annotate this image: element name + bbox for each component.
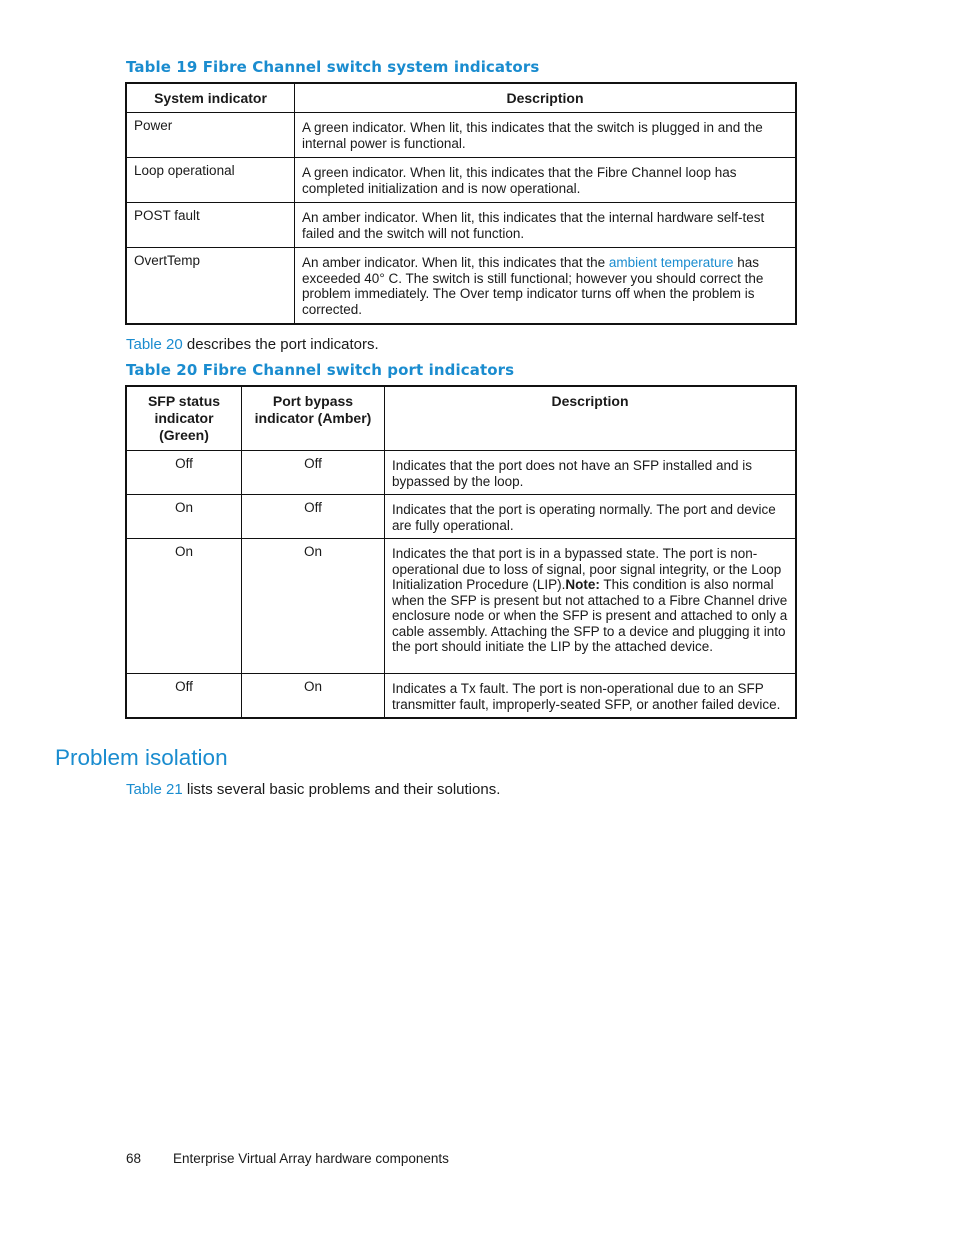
indicator-name: POST fault	[126, 203, 295, 248]
port-bypass-value: On	[242, 539, 385, 674]
indicator-name: Loop operational	[126, 158, 295, 203]
description-text: has exceeded 40° C. The switch is still functional; however you should correct the problem immediately. The Over temp indicator turns off when the problem is corrected.	[302, 255, 764, 317]
indicator-name: Power	[126, 113, 295, 158]
description-text: This condition is also normal when the SFP is present but not attached to a Fibre Channel drive enclosure node or when the SFP is present and attached to only a cable assembly. Attaching the SFP to a device and plugging it into the port should initiate the LIP by the attached device.	[392, 577, 788, 654]
table-20-caption: Table 20 Fibre Channel switch port indicators	[126, 361, 515, 379]
port-bypass-value: Off	[242, 451, 385, 495]
column-header: System indicator	[126, 83, 295, 113]
port-indicators-table	[125, 385, 797, 719]
table-19-caption: Table 19 Fibre Channel switch system indicators	[126, 58, 540, 76]
table-row	[126, 203, 796, 248]
table-row	[126, 113, 796, 158]
table-20-link[interactable]: Table 20	[126, 336, 183, 353]
column-header: Description	[295, 83, 797, 113]
page-number: 68	[126, 1151, 142, 1166]
port-description: Indicates a Tx fault. The port is non-operational due to an SFP transmitter fault, improperly-seated SFP, or another failed device.	[385, 674, 797, 719]
section-paragraph	[126, 781, 500, 798]
sfp-status-value: On	[126, 539, 242, 674]
system-indicators-table	[125, 82, 797, 325]
indicator-description: An amber indicator. When lit, this indicates that the internal hardware self-test failed and the switch will not function.	[295, 203, 797, 248]
table-row	[126, 158, 796, 203]
indicator-description	[295, 248, 797, 325]
indicator-description: A green indicator. When lit, this indicates that the switch is plugged in and the internal power is functional.	[295, 113, 797, 158]
section-heading: Problem isolation	[55, 745, 228, 770]
table-20-intro-paragraph	[126, 336, 379, 353]
table-header-row	[126, 83, 796, 113]
indicator-description: A green indicator. When lit, this indicates that the Fibre Channel loop has completed initialization and is now operational.	[295, 158, 797, 203]
column-header: Description	[385, 386, 797, 451]
port-bypass-value: On	[242, 674, 385, 719]
sfp-status-value: Off	[126, 451, 242, 495]
port-description	[385, 539, 797, 674]
indicator-name: OvertTemp	[126, 248, 295, 325]
port-description: Indicates that the port is operating normally. The port and device are fully operational.	[385, 495, 797, 539]
footer-title: Enterprise Virtual Array hardware components	[173, 1151, 449, 1166]
paragraph-text: lists several basic problems and their solutions.	[182, 781, 501, 798]
sfp-status-value: On	[126, 495, 242, 539]
port-description: Indicates that the port does not have an SFP installed and is bypassed by the loop.	[385, 451, 797, 495]
table-row	[126, 248, 796, 325]
table-21-link[interactable]: Table 21	[126, 781, 183, 798]
ambient-temperature-link[interactable]: ambient temperature	[608, 255, 734, 270]
description-text: An amber indicator. When lit, this indicates that the	[302, 255, 609, 270]
sfp-status-value: Off	[126, 674, 242, 719]
table-row	[126, 495, 796, 539]
note-label: Note:	[565, 577, 600, 592]
description-text: Indicates the that port is in a bypassed state. The port is non-operational due to loss of signal, poor signal integrity, or the Loop Initialization Procedure (LIP).	[392, 546, 782, 592]
column-header: Port bypass indicator (Amber)	[242, 386, 385, 451]
table-row	[126, 539, 796, 674]
table-row	[126, 674, 796, 719]
column-header: SFP status indicator (Green)	[126, 386, 242, 451]
port-bypass-value: Off	[242, 495, 385, 539]
paragraph-text: describes the port indicators.	[182, 336, 379, 353]
table-row	[126, 451, 796, 495]
table-header-row	[126, 386, 796, 451]
